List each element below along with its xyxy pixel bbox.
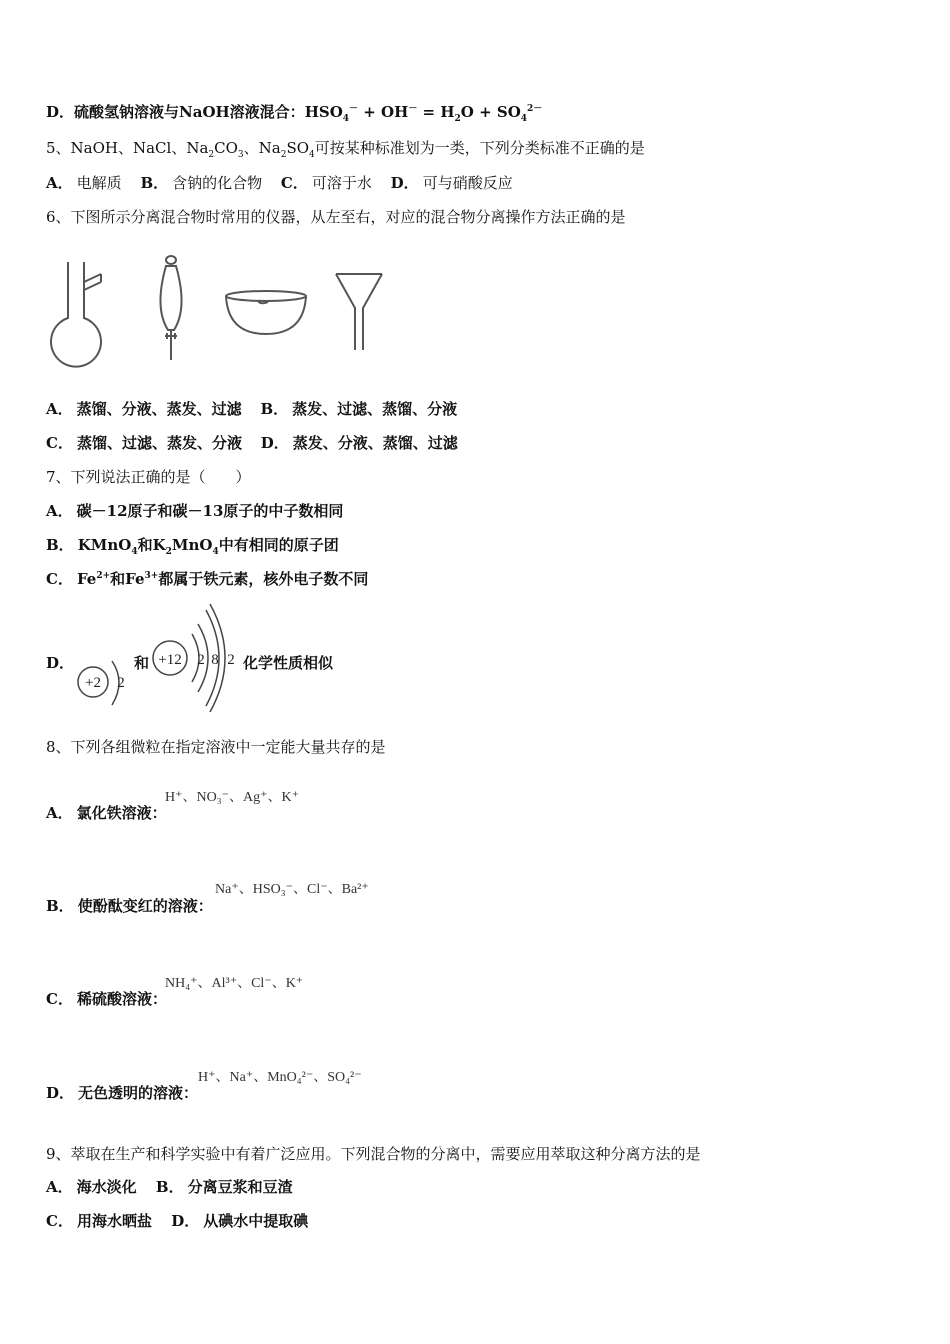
q6-options-row2 (46, 433, 458, 453)
q9-stem: 9、萃取在生产和科学实验中有着广泛应用。下列混合物的分离中，需要应用萃取这种分离方法的是 (46, 1145, 701, 1163)
nucleus-label: +2 (85, 675, 101, 691)
q6-option-d-label: D． (260, 434, 289, 452)
option-label: A． (46, 502, 73, 520)
option-label: D． (46, 103, 75, 121)
option-label: C． (46, 570, 73, 588)
q8-stem: 8、下列各组微粒在指定溶液中一定能大量共存的是 (46, 738, 386, 756)
q6-option-c-label: C． (46, 434, 73, 452)
q5-options (46, 173, 513, 193)
q8-option-a (46, 803, 167, 823)
q9-options-row1 (46, 1177, 293, 1197)
q8-option-b-ions: Na⁺、HSO₃⁻、Cl⁻、Ba²⁺ (215, 882, 369, 897)
evaporating-dish-icon (226, 291, 306, 334)
shell-count: 8 (211, 652, 219, 668)
q9-option-c: 用海水晒盐 (76, 1212, 152, 1230)
q6-option-c: 蒸馏、过滤、蒸发、分液 (76, 434, 242, 452)
q5-stem: 5、NaOH、NaCl、$Na_2CO_3$、$Na_2SO_4$可按某种标准划为一类，下列分类标准不正确的是 (46, 139, 645, 160)
q9-options-row2 (46, 1211, 308, 1231)
q5-option-d: 可与硝酸反应 (422, 174, 513, 192)
q5-option-c-label: C． (280, 174, 308, 192)
option-text: 氯化铁溶液： (76, 804, 167, 822)
shell-count: 2 (197, 652, 205, 668)
funnel-icon (336, 274, 382, 350)
q7-option-b: B． KMnO$_4$和$K_2MnO_4$中有相同的原子团 (46, 536, 339, 557)
q6-stem: 6、下图所示分离混合物时常用的仪器，从左至右，对应的混合物分离操作方法正确的是 (46, 208, 626, 226)
q6-option-a: 蒸馏、分液、蒸发、过滤 (76, 400, 242, 418)
nucleus-label: +12 (158, 652, 182, 668)
q4-option-d (46, 102, 542, 122)
q8-option-b (46, 896, 213, 916)
q6-option-b-label: B． (260, 400, 289, 418)
q8-option-d-ions: H⁺、Na⁺、MnO₄²⁻、SO₄²⁻ (198, 1070, 362, 1085)
q5-option-d-label: D． (390, 174, 419, 192)
q7-stem: 7、下列说法正确的是（ ） (46, 468, 251, 486)
option-label: B． (46, 536, 74, 554)
shell-count: 2 (117, 675, 125, 691)
q9-option-d-label: D． (171, 1212, 200, 1230)
q9-option-b-label: B． (155, 1178, 184, 1196)
separatory-funnel-icon (160, 256, 181, 360)
q7-option-d-label: D． (46, 654, 75, 672)
atom-structure-magnesium-icon (150, 600, 242, 712)
q5-option-c: 可溶于水 (311, 174, 372, 192)
lab-apparatus-figure (46, 238, 386, 368)
option-text: 使酚酞变红的溶液： (77, 897, 213, 915)
q6-option-b: 蒸发、过滤、蒸馏、分液 (292, 400, 458, 418)
q7-option-d-tail: 化学性质相似 (243, 654, 334, 672)
option-label: A． (46, 804, 73, 822)
option-label: C． (46, 990, 73, 1008)
and-text: 和 (134, 654, 150, 672)
option-text: 硫酸氢钠溶液与NaOH溶液混合： (74, 103, 305, 121)
equation: $HSO_4^- + OH^- = H_2O + SO_4^{2-}$ (304, 103, 543, 124)
q8-option-c-ions: NH₄⁺、Al³⁺、Cl⁻、K⁺ (165, 976, 304, 991)
q9-option-c-label: C． (46, 1212, 73, 1230)
q9-option-b: 分离豆浆和豆渣 (187, 1178, 293, 1196)
q5-option-a-label: A． (46, 174, 73, 192)
distillation-flask-icon (51, 262, 101, 367)
q8-option-d (46, 1083, 198, 1103)
q7-option-c: C． $Fe^{2+}$和$Fe^{3+}$都属于铁元素，核外电子数不同 (46, 570, 369, 588)
q7-option-a (46, 501, 343, 521)
q6-option-d: 蒸发、分液、蒸馏、过滤 (292, 434, 458, 452)
q9-option-d: 从碘水中提取碘 (203, 1212, 309, 1230)
option-text: 碳－12原子和碳－13原子的中子数相同 (76, 502, 344, 520)
q8-option-c (46, 989, 167, 1009)
option-label: B． (46, 897, 74, 915)
q5-option-b-label: B． (140, 174, 169, 192)
q9-option-a: 海水淡化 (76, 1178, 137, 1196)
atom-structure-helium-icon (72, 655, 132, 711)
q5-option-b: 含钠的化合物 (172, 174, 263, 192)
q6-option-a-label: A． (46, 400, 73, 418)
option-label: D． (46, 1084, 75, 1102)
q5-option-a: 电解质 (76, 174, 122, 192)
shell-count: 2 (227, 652, 235, 668)
option-text: 稀硫酸溶液： (76, 990, 167, 1008)
q6-options-row1 (46, 399, 457, 419)
q8-option-a-ions: H⁺、NO₃⁻、Ag⁺、K⁺ (165, 790, 299, 805)
option-text: 无色透明的溶液： (78, 1084, 199, 1102)
q9-option-a-label: A． (46, 1178, 73, 1196)
